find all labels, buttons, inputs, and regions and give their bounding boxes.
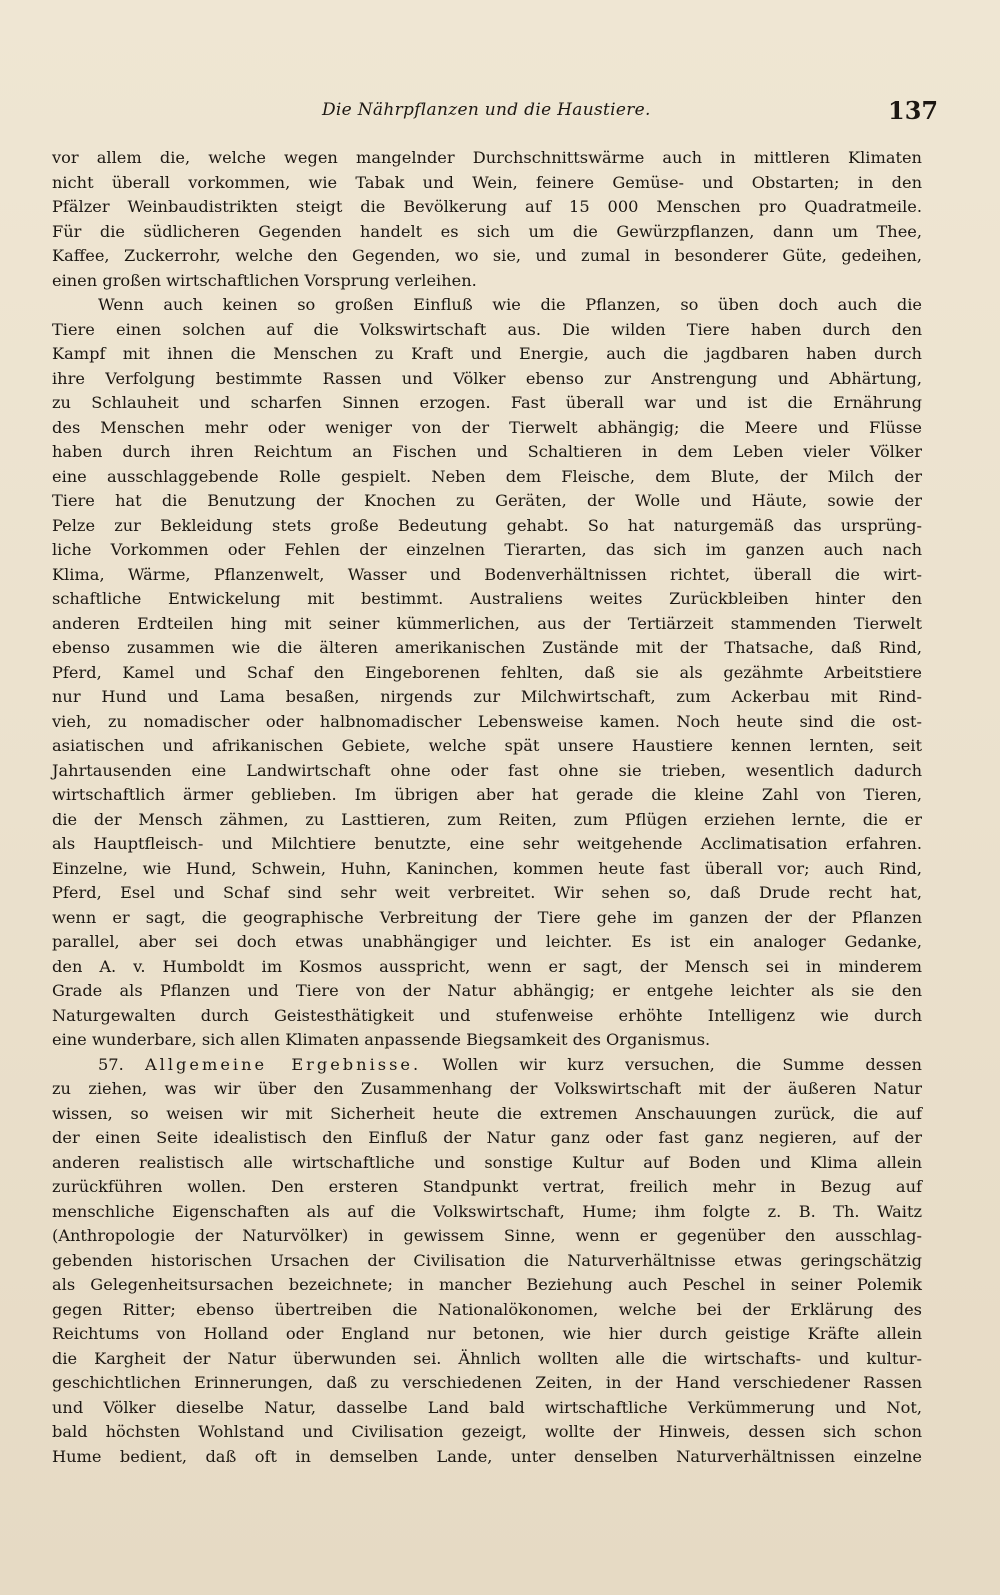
text-line: Für die südlicheren Gegenden handelt es sich um die Gewürzpflanzen, dann um Thee,: [52, 221, 922, 241]
page-number: 137: [888, 96, 939, 125]
text-line: Einzelne, wie Hund, Schwein, Huhn, Kaninchen, kommen heute fast überall vor; auch Rind,: [52, 858, 922, 878]
text-line: die der Mensch zähmen, zu Lasttieren, zum Reiten, zum Pflügen erziehen lernte, die er: [52, 809, 922, 829]
text-line: zu Schlauheit und scharfen Sinnen erzogen. Fast überall war und ist die Ernährung: [52, 393, 922, 412]
running-title: Die Nährpflanzen und die Haustiere.: [322, 100, 651, 120]
text-line: Jahrtausenden eine Landwirtschaft ohne oder fast ohne sie trieben, wesentlich dadurch: [52, 760, 922, 780]
text-line: Klima, Wärme, Pflanzenwelt, Wasser und Bodenverhältnissen richtet, überall die wirt-: [52, 564, 922, 584]
section-heading-line: [52, 1053, 922, 1078]
text-line: und Völker dieselbe Natur, dasselbe Land bald wirtschaftliche Verkümmerung und Not,: [52, 1397, 922, 1417]
text-line: geschichtlichen Erinnerungen, daß zu verschiedenen Zeiten, in der Hand verschiedener Rassen: [52, 1373, 922, 1392]
text-line: vieh, zu nomadischer oder halbnomadischer Lebensweise kamen. Noch heute sind die ost-: [52, 711, 922, 731]
text-line: ebenso zusammen wie die älteren amerikanischen Zustände mit der Thatsache, daß Rind,: [52, 638, 922, 657]
text-line: Pfälzer Weinbaudistrikten steigt die Bevölkerung auf 15 000 Menschen pro Quadratmeile.: [52, 197, 922, 216]
text-line: Tiere hat die Benutzung der Knochen zu Geräten, der Wolle und Häute, sowie der: [52, 491, 922, 510]
text-line: eine ausschlaggebende Rolle gespielt. Neben dem Fleische, dem Blute, der Milch der: [52, 466, 922, 486]
paragraph: [52, 146, 922, 293]
text-line: wissen, so weisen wir mit Sicherheit heute die extremen Anschauungen zurück, die auf: [52, 1103, 922, 1123]
text-line: schaftliche Entwickelung mit bestimmt. Australiens weites Zurückbleiben hinter den: [52, 589, 922, 608]
text-line: wenn er sagt, die geographische Verbreitung der Tiere gehe im ganzen der der Pflanzen: [52, 907, 922, 927]
text-line: Naturgewalten durch Geistesthätigkeit und stufenweise erhöhte Intelligenz wie durch: [52, 1005, 922, 1025]
text-line: den A. v. Humboldt im Kosmos ausspricht, wenn er sagt, der Mensch sei in minderem: [52, 956, 922, 976]
text-line: Hume bedient, daß oft in demselben Lande, unter denselben Naturverhältnissen einzelne: [52, 1446, 922, 1466]
text-line: des Menschen mehr oder weniger von der Tierwelt abhängig; die Meere und Flüsse: [52, 417, 922, 437]
text-line: gebenden historischen Ursachen der Civilisation die Naturverhältnisse etwas geringschätzig: [52, 1250, 922, 1270]
text-line: nur Hund und Lama besaßen, nirgends zur Milchwirtschaft, zum Ackerbau mit Rind-: [52, 687, 922, 706]
text-line: Pelze zur Bekleidung stets große Bedeutung gehabt. So hat naturgemäß das ursprüng-: [52, 515, 922, 535]
text-line: der einen Seite idealistisch den Einfluß der Natur ganz oder fast ganz negieren, auf der: [52, 1128, 922, 1147]
text-line: als Hauptfleisch- und Milchtiere benutzte, eine sehr weitgehende Acclimatisation erfahren.: [52, 834, 922, 853]
text-line: gegen Ritter; ebenso übertreiben die Nationalökonomen, welche bei der Erklärung des: [52, 1299, 922, 1319]
section-first-line-text: Wollen wir kurz versuchen, die Summe dessen: [442, 1054, 922, 1074]
text-line: die Kargheit der Natur überwunden sei. Ähnlich wollten alle die wirtschafts- und kultur-: [52, 1348, 922, 1368]
paragraph: [52, 293, 922, 1053]
body-text: [52, 146, 922, 1469]
text-line: asiatischen und afrikanischen Gebiete, welche spät unsere Haustiere kennen lernten, seit: [52, 736, 922, 755]
text-line: haben durch ihren Reichtum an Fischen und Schaltieren in dem Leben vieler Völker: [52, 442, 922, 461]
section-57: [52, 1053, 922, 1470]
text-line: einen großen wirtschaftlichen Vorsprung verleihen.: [52, 270, 477, 290]
text-line: parallel, aber sei doch etwas unabhängiger und leichter. Es ist ein analoger Gedanke,: [52, 932, 922, 951]
text-line: ihre Verfolgung bestimmte Rassen und Völker ebenso zur Anstrengung und Abhärtung,: [52, 368, 922, 388]
section-title: Allgemeine Ergebnisse.: [144, 1054, 422, 1074]
text-line: eine wunderbare, sich allen Klimaten anpassende Biegsamkeit des Organismus.: [52, 1030, 711, 1049]
text-line: Reichtums von Holland oder England nur betonen, wie hier durch geistige Kräfte allein: [52, 1324, 922, 1343]
text-line: als Gelegenheitsursachen bezeichnete; in mancher Beziehung auch Peschel in seiner Polemik: [52, 1275, 922, 1294]
text-line: vor allem die, welche wegen mangelnder Durchschnittswärme auch in mittleren Klimaten: [52, 148, 922, 167]
text-line: Tiere einen solchen auf die Volkswirtschaft aus. Die wilden Tiere haben durch den: [52, 319, 922, 339]
section-number: 57.: [98, 1054, 124, 1074]
text-line: Pferd, Kamel und Schaf den Eingeborenen fehlten, daß sie als gezähmte Arbeitstiere: [52, 662, 922, 682]
text-line: Grade als Pflanzen und Tiere von der Natur abhängig; er entgehe leichter als sie den: [52, 981, 922, 1000]
text-line: anderen Erdteilen hing mit seiner kümmerlichen, aus der Tertiärzeit stammenden Tierwelt: [52, 613, 922, 633]
text-line: zu ziehen, was wir über den Zusammenhang der Volkswirtschaft mit der äußeren Natur: [52, 1079, 922, 1098]
text-line: Kaffee, Zuckerrohr, welche den Gegenden, wo sie, und zumal in besonderer Güte, gedeihen,: [52, 246, 922, 265]
text-line: Kampf mit ihnen die Menschen zu Kraft und Energie, auch die jagdbaren haben durch: [52, 344, 922, 363]
text-line: menschliche Eigenschaften als auf die Volkswirtschaft, Hume; ihm folgte z. B. Th. Waitz: [52, 1201, 922, 1221]
text-line: Wenn auch keinen so großen Einfluß wie die Pflanzen, so üben doch auch die: [98, 295, 922, 314]
text-line: bald höchsten Wohlstand und Civilisation gezeigt, wollte der Hinweis, dessen sich schon: [52, 1422, 922, 1441]
text-line: wirtschaftlich ärmer geblieben. Im übrigen aber hat gerade die kleine Zahl von Tieren,: [52, 785, 922, 804]
text-line: liche Vorkommen oder Fehlen der einzelnen Tierarten, das sich im ganzen auch nach: [52, 540, 922, 559]
text-line: anderen realistisch alle wirtschaftliche und sonstige Kultur auf Boden und Klima allein: [52, 1152, 922, 1172]
text-line: (Anthropologie der Naturvölker) in gewissem Sinne, wenn er gegenüber den ausschlag-: [52, 1226, 922, 1245]
running-head: [0, 96, 1000, 130]
text-line: nicht überall vorkommen, wie Tabak und Wein, feinere Gemüse- und Obstarten; in den: [52, 172, 922, 192]
text-line: zurückführen wollen. Den ersteren Standpunkt vertrat, freilich mehr in Bezug auf: [52, 1177, 922, 1196]
text-line: Pferd, Esel und Schaf sind sehr weit verbreitet. Wir sehen so, daß Drude recht hat,: [52, 883, 922, 902]
